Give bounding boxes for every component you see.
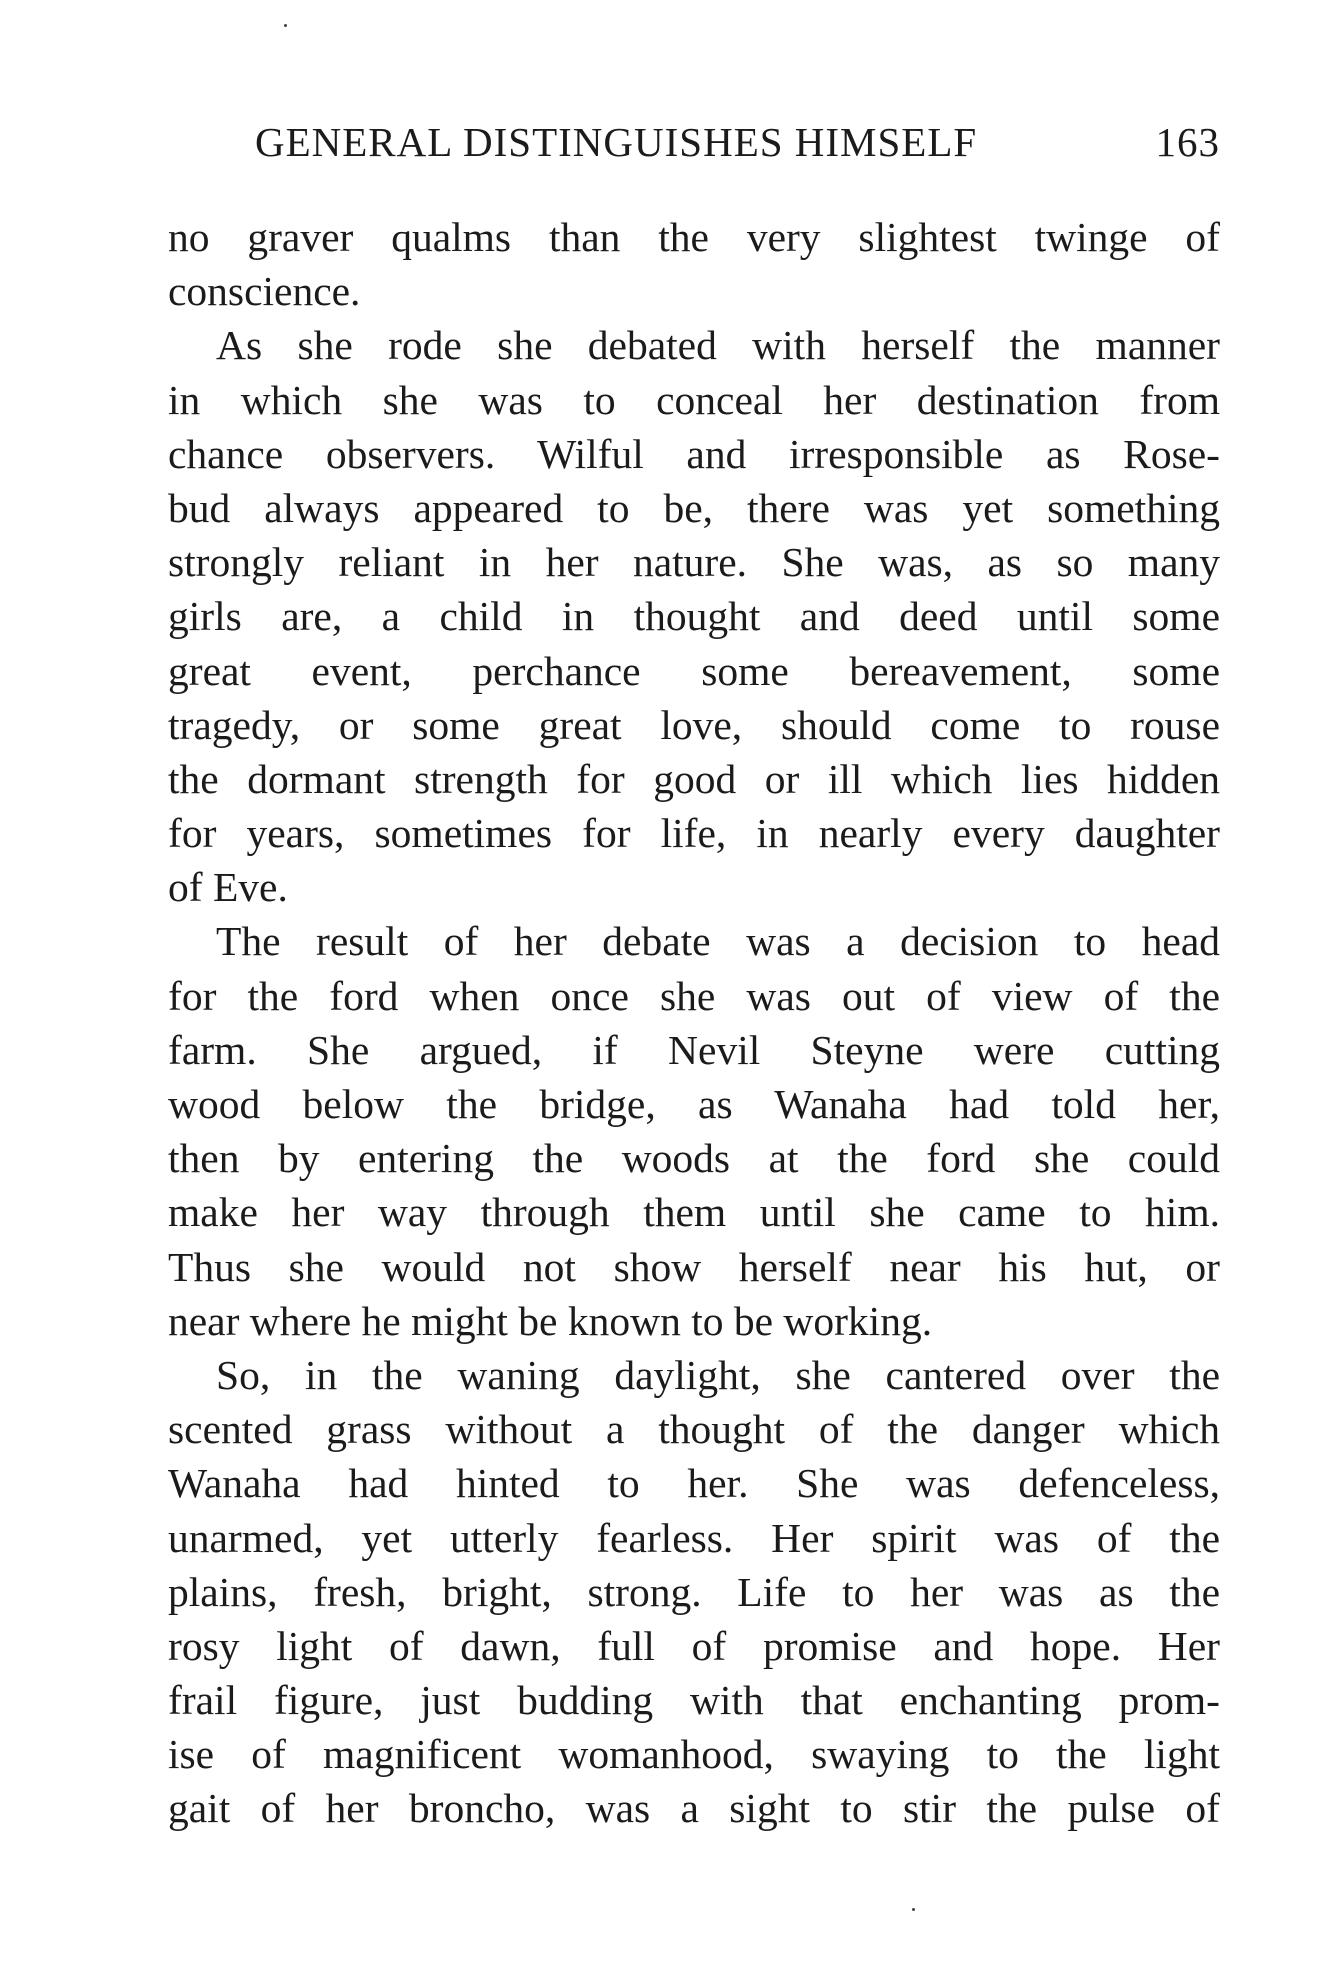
text-line: for years, sometimes for life, in nearly every daughter: [168, 810, 1220, 857]
text-line: make her way through them until she came to him.: [168, 1189, 1220, 1236]
text-line: no graver qualms than the very slightest twinge of: [168, 214, 1220, 260]
print-speck: [912, 1908, 915, 1911]
text-line: frail figure, just budding with that enchanting prom-: [168, 1677, 1220, 1724]
running-head: [255, 118, 1220, 178]
text-line: tragedy, or some great love, should come to rouse: [168, 701, 1220, 748]
text-line: of Eve.: [168, 864, 288, 911]
paragraph-first-line: The result of her debate was a decision to head: [216, 918, 1220, 965]
text-line: the dormant strength for good or ill which lies hidden: [168, 755, 1220, 802]
paragraph-first-line: So, in the waning daylight, she cantered over the: [216, 1351, 1220, 1398]
text-line: great event, perchance some bereavement, some: [168, 647, 1220, 694]
text-line: gait of her broncho, was a sight to stir the pulse of: [168, 1785, 1220, 1832]
text-line: bud always appeared to be, there was yet something: [168, 484, 1220, 531]
text-line: unarmed, yet utterly fearless. Her spirit was of the: [168, 1514, 1220, 1561]
text-line: ise of magnificent womanhood, swaying to the light: [168, 1731, 1220, 1778]
text-line: near where he might be known to be working.: [168, 1297, 933, 1344]
text-line: plains, fresh, bright, strong. Life to her was as the: [168, 1568, 1220, 1615]
text-line: conscience.: [168, 268, 361, 315]
running-title: GENERAL DISTINGUISHES HIMSELF: [255, 119, 978, 165]
text-line: then by entering the woods at the ford she could: [168, 1135, 1220, 1182]
text-line: for the ford when once she was out of view of the: [168, 972, 1220, 1019]
text-line: wood below the bridge, as Wanaha had told her,: [168, 1081, 1220, 1127]
text-line: farm. She argued, if Nevil Steyne were cutting: [168, 1026, 1220, 1073]
text-line: Thus she would not show herself near his hut, or: [168, 1243, 1220, 1290]
text-line: girls are, a child in thought and deed until some: [168, 593, 1220, 640]
text-line: Wanaha had hinted to her. She was defenceless,: [168, 1460, 1220, 1507]
text-line: strongly reliant in her nature. She was, as so many: [168, 539, 1220, 586]
page-number: 163: [1155, 119, 1220, 165]
paragraph-first-line: As she rode she debated with herself the manner: [216, 322, 1220, 369]
body-text: [168, 210, 1220, 1836]
print-speck: [284, 24, 287, 27]
text-line: chance observers. Wilful and irresponsible as Rose-: [168, 430, 1220, 477]
text-line: in which she was to conceal her destination from: [168, 376, 1220, 423]
text-line: rosy light of dawn, full of promise and hope. Her: [168, 1622, 1220, 1669]
text-line: scented grass without a thought of the danger which: [168, 1406, 1220, 1453]
